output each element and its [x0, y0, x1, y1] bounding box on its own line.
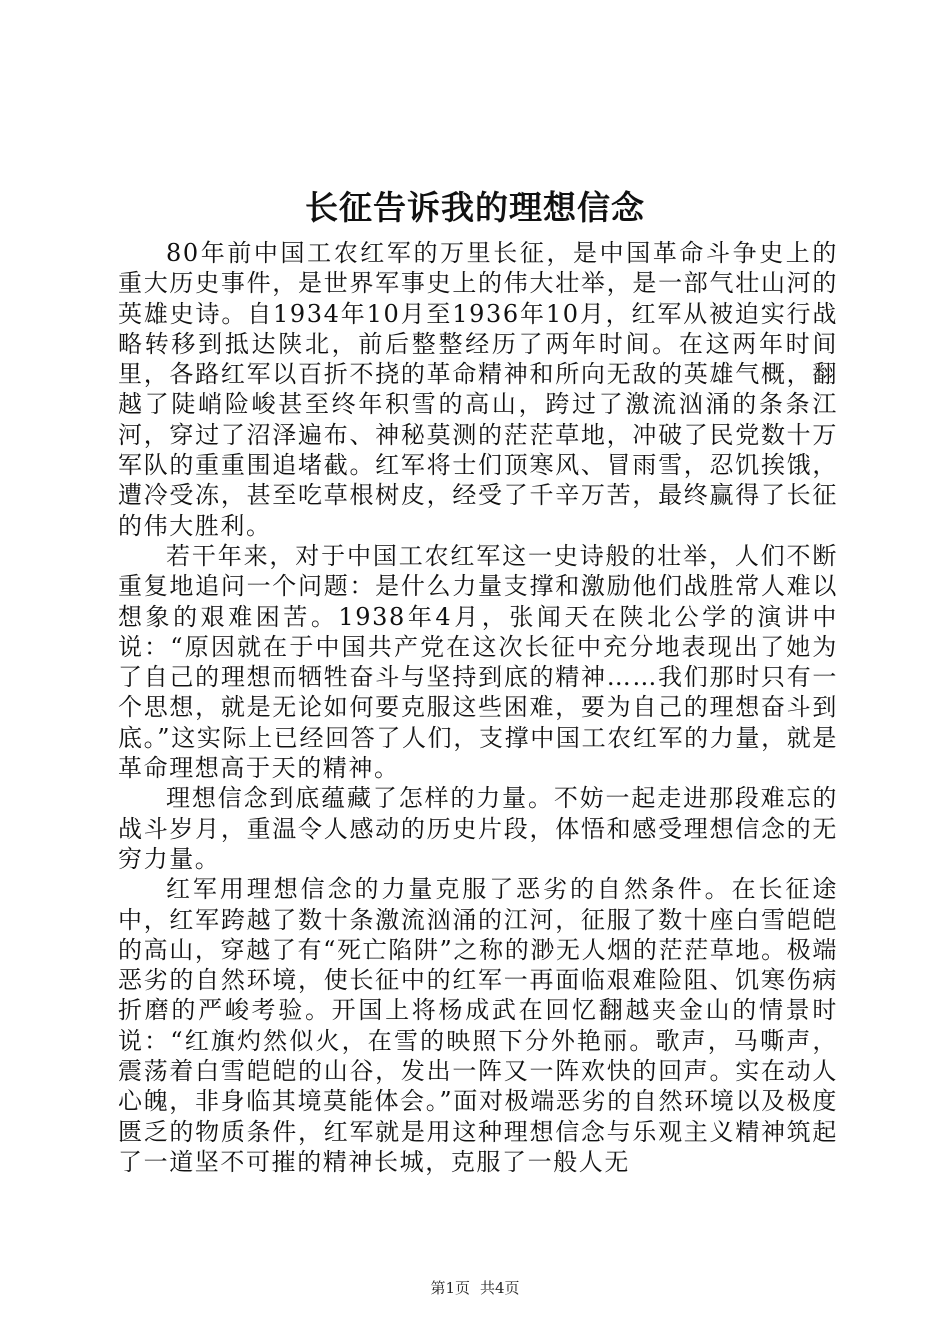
paragraph-2: 若干年来，对于中国工农红军这一史诗般的壮举，人们不断重复地追问一个问题：是什么力量支撑和激励他们战胜常人难以想象的艰难困苦。1938年4月，张闻天在陕北公学的演讲中说：“原因就在于中国共产党在这次长征中充分地表现出了她为了自己的理想而牺牲奋斗与坚持到底的精神……我们那时只有一个思想，就是无论如何要克服这些困难，要为自己的理想奋斗到底。”这实际上已经回答了人们，支撑中国工农红军的力量，就是革命理想高于天的精神。: [118, 541, 838, 783]
paragraph-3: 理想信念到底蕴藏了怎样的力量。不妨一起走进那段难忘的战斗岁月，重温令人感动的历史片段，体悟和感受理想信念的无穷力量。: [118, 784, 838, 873]
document-body: [118, 238, 838, 1177]
paragraph-1: 80年前中国工农红军的万里长征，是中国革命斗争史上的重大历史事件，是世界军事史上的伟大壮举，是一部气壮山河的英雄史诗。自1934年10月至1936年10月，红军从被迫实行战略转移到抵达陕北，前后整整经历了两年时间。在这两年时间里，各路红军以百折不挠的革命精神和所向无敌的英雄气概，翻越了陡峭险峻甚至终年积雪的高山，跨过了激流汹涌的条条江河，穿过了沼泽遍布、神秘莫测的茫茫草地，冲破了民党数十万军队的重重围追堵截。红军将士们顶寒风、冒雨雪，忍饥挨饿，遭冷受冻，甚至吃草根树皮，经受了千辛万苦，最终赢得了长征的伟大胜利。: [118, 239, 838, 540]
page-number: 第1页: [430, 1279, 470, 1297]
document-title: 长征告诉我的理想信念: [305, 188, 645, 227]
page-total: 共4页: [480, 1279, 520, 1297]
page-footer: [0, 1278, 950, 1298]
paragraph-4: 红军用理想信念的力量克服了恶劣的自然条件。在长征途中，红军跨越了数十条激流汹涌的江河，征服了数十座白雪皑皑的高山，穿越了有“死亡陷阱”之称的渺无人烟的茫茫草地。极端恶劣的自然环境，使长征中的红军一再面临艰难险阻、饥寒伤病折磨的严峻考验。开国上将杨成武在回忆翻越夹金山的情景时说：“红旗灼然似火，在雪的映照下分外艳丽。歌声，马嘶声，震荡着白雪皑皑的山谷，发出一阵又一阵欢快的回声。实在动人心魄，非身临其境莫能体会。”面对极端恶劣的自然环境以及极度匮乏的物质条件，红军就是用这种理想信念与乐观主义精神筑起了一道坚不可摧的精神长城，克服了一般人无: [118, 875, 838, 1176]
